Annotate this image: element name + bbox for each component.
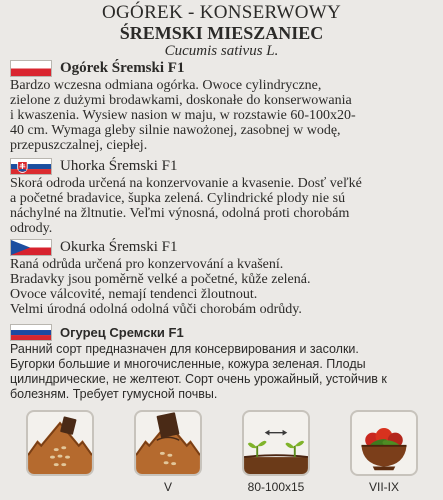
section-description: Skorá odroda určená na konzervovanie a kvasenie. Dosť veľké a početné bradavice, šupka zelená. Cylindrické plody nie sú náchylné na žltnutie. Veľmi výnosná, odolná proti chorobám odrody. [10, 176, 362, 236]
russia-flag-icon [10, 324, 52, 341]
icon-item [234, 410, 318, 500]
section-czech [0, 237, 443, 317]
icon-item [126, 410, 210, 500]
harvest-bowl-icon [350, 410, 418, 476]
header [0, 0, 443, 60]
icon-item [18, 410, 102, 500]
variety-name: ŚREMSKI MIESZANIEC [119, 23, 324, 43]
section-title: Ogórek Śremski F1 [60, 60, 185, 76]
section-russian [0, 322, 443, 402]
slovakia-flag-icon [10, 158, 52, 175]
cultivation-icons [0, 410, 443, 500]
section-description: Ранний сорт предназначен для консервирования и засолки. Бугорки большие и многочисленные, кожура зеленая. Плоды цилиндрические, не желтеют. Сорт очень урожайный, устойчив к болезням. Требует гумусной почвы. [10, 342, 387, 401]
icon-label: V [163, 480, 172, 494]
section-title: Uhorka Śremski F1 [60, 158, 178, 174]
section-title: Огурец Сремски F1 [60, 325, 184, 340]
icon-label: 80-100x15 [247, 480, 305, 494]
latin-name: Cucumis sativus L. [164, 43, 279, 59]
poland-flag-icon [10, 60, 52, 77]
section-title: Okurka Śremski F1 [60, 239, 178, 255]
section-description: Bardzo wczesna odmiana ogórka. Owoce cylindryczne, zielone z dużymi brodawkami, doskonałe do konserwowania i kwaszenia. Wysiew nasion w maju, w rozstawie 60-100x20- 40 cm. Wymaga gleby silnie nawożonej, zasobnej w wodę, przepuszczalnej, ciepłej. [10, 78, 356, 153]
icon-item [342, 410, 426, 500]
icon-label: VII-IX [368, 480, 399, 494]
sowing-month-icon [134, 410, 202, 476]
czech-flag-icon [10, 239, 52, 256]
section-description: Raná odrůda určená pro konzervování a kvašení. Bradavky jsou poměrně velké a početné, kůže zelená. Ovoce válcovité, nemají tendenci žloutnout. Velmi úrodná odolná odolná vůči chorobám odrůdy. [10, 257, 311, 317]
seed-packet-icon [26, 410, 94, 476]
section-slovak [0, 156, 443, 236]
section-polish [0, 58, 443, 153]
product-category: OGÓREK - KONSERWOWY [102, 2, 341, 23]
seedling-spacing-icon [242, 410, 310, 476]
